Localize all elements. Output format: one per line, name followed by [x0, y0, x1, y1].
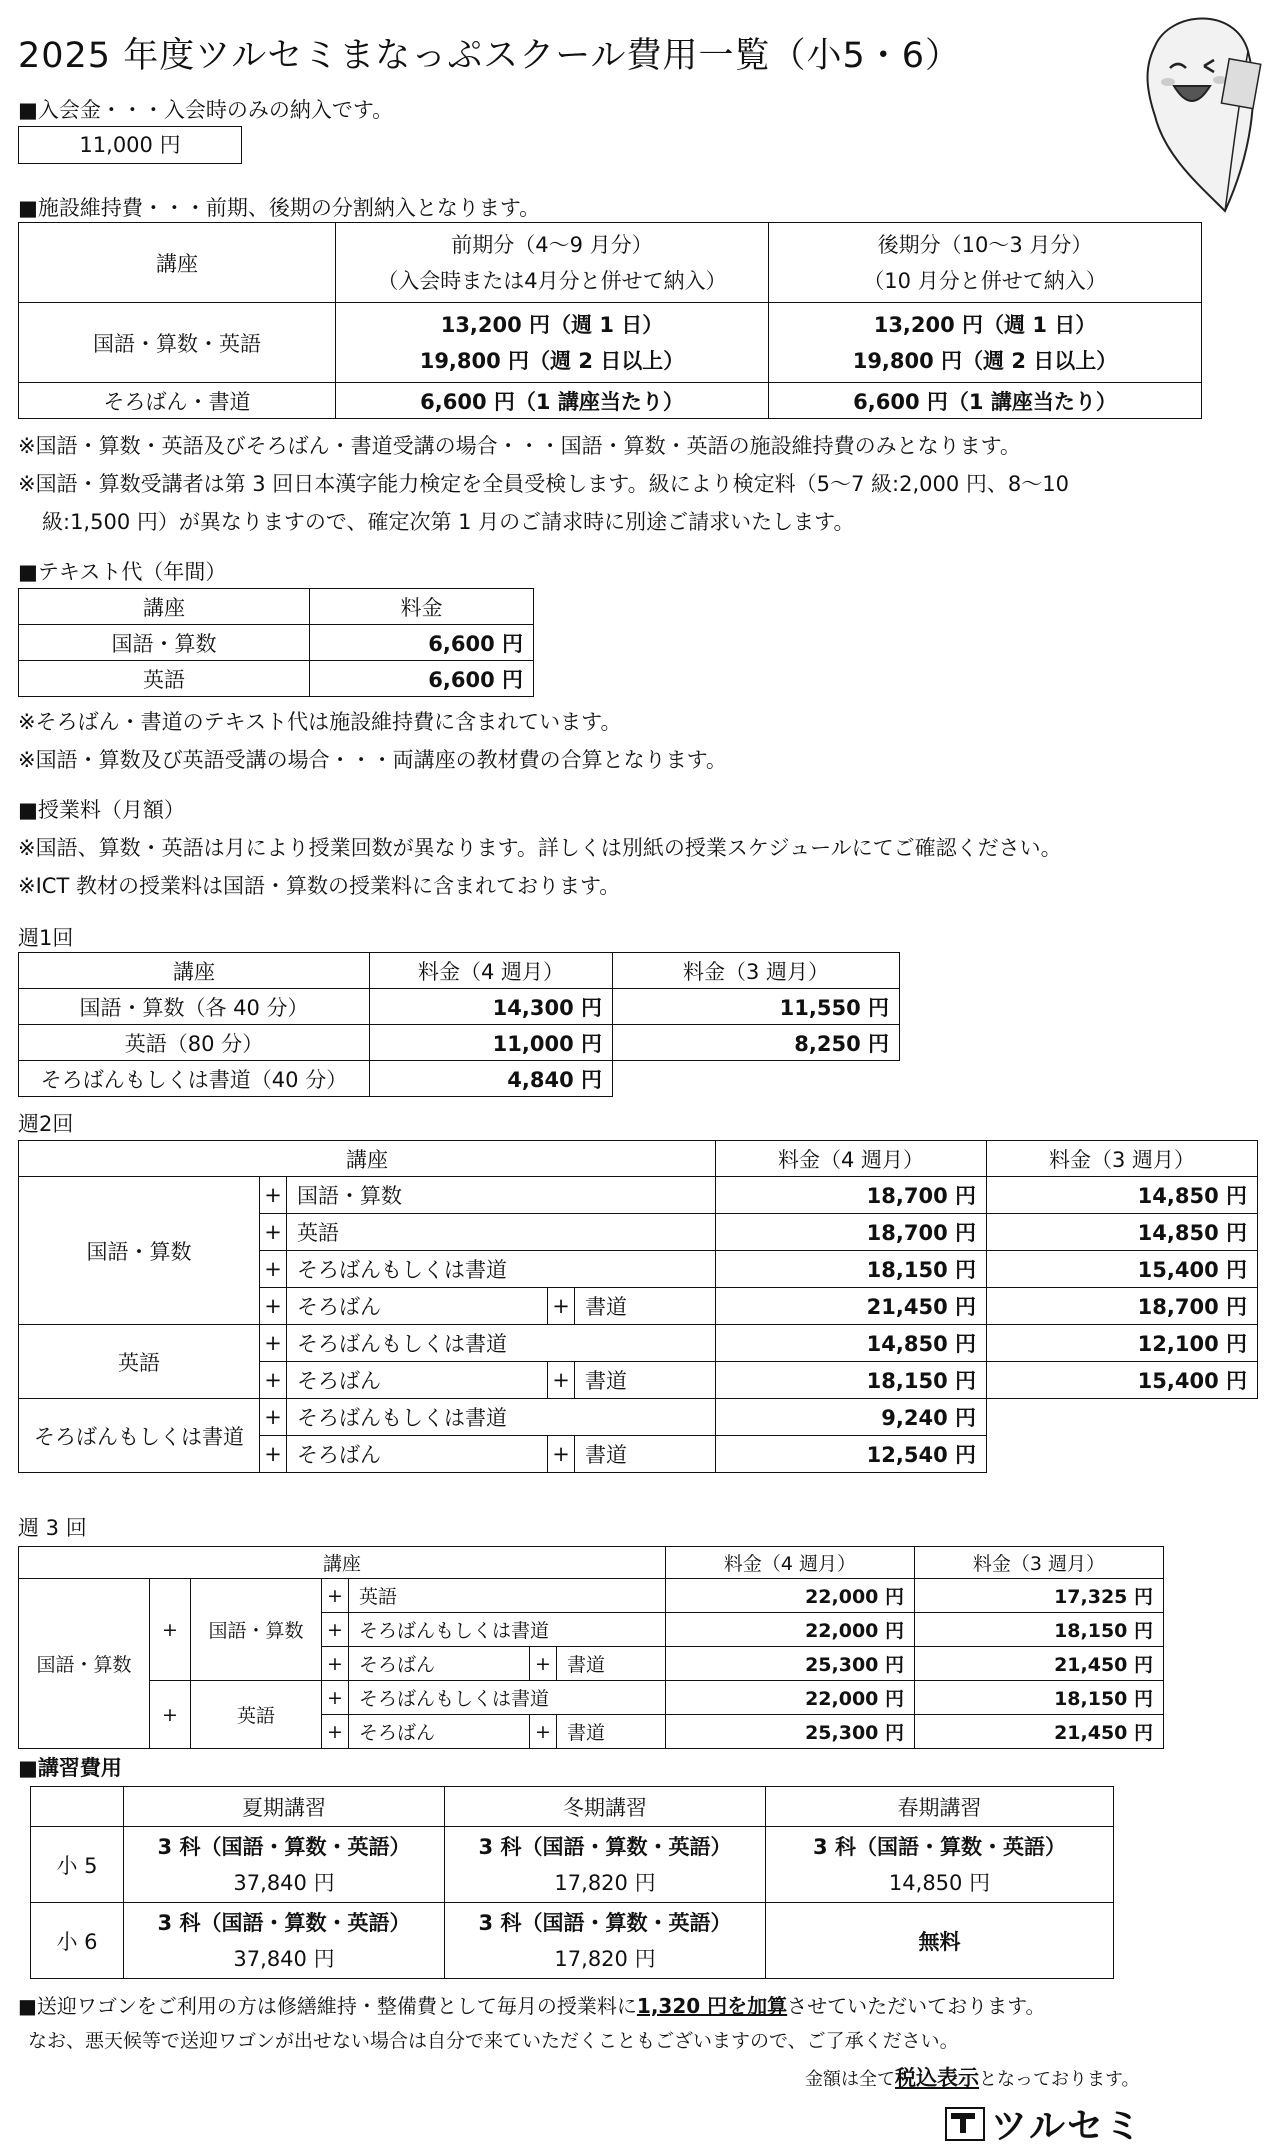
- weekly2-group-label: そろばんもしくは書道: [19, 1399, 260, 1473]
- text-fee-row-label: 英語: [19, 661, 310, 697]
- weekly2-price-4w: 18,150 円: [716, 1251, 987, 1288]
- logo-mark-icon: [945, 2107, 985, 2141]
- facility-col-course: 講座: [19, 223, 336, 303]
- text-fee-col-price: 料金: [310, 589, 534, 625]
- seasonal-price: 37,840 円: [233, 1946, 335, 1971]
- weekly3-price-4w: 22,000 円: [666, 1579, 915, 1613]
- text-fee-col-course: 講座: [19, 589, 310, 625]
- seasonal-price: 17,820 円: [554, 1870, 656, 1895]
- weekly3-col-4w: 料金（4 週月）: [666, 1547, 915, 1579]
- weekly2-price-3w: 14,850 円: [987, 1177, 1258, 1214]
- weekly2-course: そろばん: [287, 1288, 548, 1325]
- weekly3-price-4w: 25,300 円: [666, 1715, 915, 1749]
- weekly2-group-label: 英語: [19, 1325, 260, 1399]
- enrollment-heading: ■入会金・・・入会時のみの納入です。: [18, 98, 394, 122]
- weekly2-price-4w: 18,150 円: [716, 1362, 987, 1399]
- company-logo: [945, 2098, 1143, 2149]
- text-fee-heading: ■テキスト代（年間）: [18, 560, 227, 584]
- plus-sign: +: [260, 1362, 287, 1399]
- wagon-note-post: させていただいております。: [787, 1994, 1046, 2018]
- plus-sign: +: [322, 1579, 349, 1613]
- text-fee-table: [18, 588, 534, 697]
- weekly1-label: 週1回: [18, 926, 74, 950]
- seasonal-subjects: 3 科（国語・算数・英語）: [478, 1834, 732, 1859]
- weekly2-price-4w: 14,850 円: [716, 1325, 987, 1362]
- weekly3-course-b: 書道: [557, 1647, 666, 1681]
- weekly3-sub-label: 国語・算数: [191, 1579, 322, 1681]
- plus-sign: +: [548, 1288, 575, 1325]
- facility-col-first-line2: （入会時または4月分と併せて納入）: [377, 268, 727, 293]
- weekly3-course: そろばん: [349, 1715, 530, 1749]
- weekly2-label: 週2回: [18, 1112, 74, 1136]
- weekly2-price-4w: 21,450 円: [716, 1288, 987, 1325]
- facility-row2-label: そろばん・書道: [19, 383, 336, 419]
- plus-sign: +: [530, 1647, 557, 1681]
- tuition-note1: ※国語、算数・英語は月により授業回数が異なります。詳しくは別紙の授業スケジュールにてご確認ください。: [18, 836, 1062, 860]
- wagon-amount: 1,320 円を加算: [636, 1994, 788, 2018]
- seasonal-g6-spring: 無料: [766, 1903, 1114, 1979]
- facility-col-first-line1: 前期分（4〜9 月分）: [451, 232, 653, 257]
- weekly3-course: 英語: [349, 1579, 666, 1613]
- tuition-heading: ■授業料（月額）: [18, 798, 185, 822]
- facility-row1-first-b: 19,800 円（週 2 日以上）: [419, 348, 685, 373]
- weekly3-col-course: 講座: [19, 1547, 666, 1579]
- facility-col-second-line2: （10 月分と併せて納入）: [863, 268, 1107, 293]
- plus-sign: +: [530, 1715, 557, 1749]
- weekly2-course: そろばんもしくは書道: [287, 1399, 716, 1436]
- plus-sign: +: [322, 1613, 349, 1647]
- weekly2-table: [18, 1140, 1258, 1473]
- seasonal-heading: ■講習費用: [18, 1756, 122, 1780]
- seasonal-g5-summer: [124, 1827, 445, 1903]
- weekly2-price-4w: 18,700 円: [716, 1177, 987, 1214]
- plus-sign: +: [260, 1288, 287, 1325]
- plus-sign: +: [260, 1214, 287, 1251]
- weekly3-price-4w: 22,000 円: [666, 1681, 915, 1715]
- plus-sign: +: [548, 1362, 575, 1399]
- weekly1-empty-cell: [613, 1061, 900, 1097]
- seasonal-g6-winter: [445, 1903, 766, 1979]
- plus-sign: +: [322, 1681, 349, 1715]
- weekly2-course: そろばんもしくは書道: [287, 1325, 716, 1362]
- weekly3-course: そろばん: [349, 1647, 530, 1681]
- weekly3-price-3w: 18,150 円: [915, 1681, 1164, 1715]
- weekly2-price-4w: 9,240 円: [716, 1399, 987, 1436]
- weekly3-sub-label: 英語: [191, 1681, 322, 1749]
- weekly1-row-4w: 4,840 円: [370, 1061, 613, 1097]
- facility-note1: ※国語・算数・英語及びそろばん・書道受講の場合・・・国語・算数・英語の施設維持費のみとなります。: [18, 434, 1021, 458]
- weekly2-col-4w: 料金（4 週月）: [716, 1141, 987, 1177]
- page-title: 2025 年度ツルセミまなっぷスクール費用一覧（小5・6）: [18, 36, 962, 76]
- weekly1-col-course: 講座: [19, 953, 370, 989]
- plus-sign: +: [260, 1177, 287, 1214]
- seasonal-price: 17,820 円: [554, 1946, 656, 1971]
- plus-sign: +: [150, 1681, 191, 1749]
- plus-sign: +: [260, 1399, 287, 1436]
- facility-note2a: ※国語・算数受講者は第 3 回日本漢字能力検定を全員受検します。級により検定料（5〜7 級:2,000 円、8〜10: [18, 472, 1069, 496]
- weekly3-course: そろばんもしくは書道: [349, 1681, 666, 1715]
- facility-row1-second-b: 19,800 円（週 2 日以上）: [852, 348, 1118, 373]
- weekly2-price-4w: 12,540 円: [716, 1436, 987, 1473]
- facility-row1-second: [769, 303, 1202, 383]
- seasonal-g5-winter: [445, 1827, 766, 1903]
- weekly2-course: 英語: [287, 1214, 716, 1251]
- weekly2-course: 国語・算数: [287, 1177, 716, 1214]
- tuition-note2: ※ICT 教材の授業料は国語・算数の授業料に含まれております。: [18, 874, 621, 898]
- weekly1-row-label: そろばんもしくは書道（40 分）: [19, 1061, 370, 1097]
- seasonal-col-winter: 冬期講習: [445, 1787, 766, 1827]
- weekly1-col-3w: 料金（3 週月）: [613, 953, 900, 989]
- plus-sign: +: [260, 1436, 287, 1473]
- seasonal-col-spring: 春期講習: [766, 1787, 1114, 1827]
- weekly2-price-3w: 12,100 円: [987, 1325, 1258, 1362]
- plus-sign: +: [548, 1436, 575, 1473]
- weekly2-course-b: 書道: [575, 1288, 716, 1325]
- weekly2-course: そろばんもしくは書道: [287, 1251, 716, 1288]
- text-fee-row-price: 6,600 円: [310, 661, 534, 697]
- weekly2-price-3w: 18,700 円: [987, 1288, 1258, 1325]
- weekly3-label: 週 3 回: [18, 1516, 87, 1540]
- logo-text: ツルセミ: [991, 2106, 1144, 2147]
- weekly2-course-b: 書道: [575, 1436, 716, 1473]
- text-fee-note1: ※そろばん・書道のテキスト代は施設維持費に含まれています。: [18, 710, 622, 734]
- facility-col-second: [769, 223, 1202, 303]
- facility-row1-label: 国語・算数・英語: [19, 303, 336, 383]
- facility-note2b: 級:1,500 円）が異なりますので、確定次第 1 月のご請求時に別途ご請求いたします。: [42, 510, 855, 534]
- facility-row2-first: 6,600 円（1 講座当たり）: [336, 383, 769, 419]
- facility-row1-first: [336, 303, 769, 383]
- enrollment-amount: 11,000 円: [18, 126, 242, 164]
- weekly3-price-3w: 18,150 円: [915, 1613, 1164, 1647]
- seasonal-subjects: 3 科（国語・算数・英語）: [157, 1834, 411, 1859]
- wagon-note2: なお、悪天候等で送迎ワゴンが出せない場合は自分で来ていただくこともございますので、ご了承ください。: [28, 2030, 959, 2052]
- weekly1-row-3w: 8,250 円: [613, 1025, 900, 1061]
- weekly3-course: そろばんもしくは書道: [349, 1613, 666, 1647]
- plus-sign: +: [150, 1579, 191, 1681]
- tax-note-pre: 金額は全て: [805, 2069, 895, 2090]
- weekly1-row-3w: 11,550 円: [613, 989, 900, 1025]
- weekly3-course-b: 書道: [557, 1715, 666, 1749]
- weekly2-empty-cell: [987, 1399, 1258, 1436]
- weekly3-price-4w: 25,300 円: [666, 1647, 915, 1681]
- seasonal-table: [30, 1786, 1114, 1979]
- tax-note-post: となっております。: [979, 2069, 1140, 2090]
- plus-sign: +: [260, 1325, 287, 1362]
- weekly1-row-label: 国語・算数（各 40 分）: [19, 989, 370, 1025]
- facility-col-first: [336, 223, 769, 303]
- weekly2-empty-cell: [987, 1436, 1258, 1473]
- weekly3-price-4w: 22,000 円: [666, 1613, 915, 1647]
- weekly2-col-3w: 料金（3 週月）: [987, 1141, 1258, 1177]
- seasonal-subjects: 3 科（国語・算数・英語）: [478, 1910, 732, 1935]
- weekly1-col-4w: 料金（4 週月）: [370, 953, 613, 989]
- facility-row1-second-a: 13,200 円（週 1 日）: [873, 312, 1097, 337]
- text-fee-row-label: 国語・算数: [19, 625, 310, 661]
- facility-table: [18, 222, 1202, 419]
- facility-heading: ■施設維持費・・・前期、後期の分割納入となります。: [18, 196, 541, 220]
- weekly2-price-3w: 14,850 円: [987, 1214, 1258, 1251]
- tax-note: [805, 2062, 1140, 2092]
- weekly3-col-3w: 料金（3 週月）: [915, 1547, 1164, 1579]
- plus-sign: +: [322, 1647, 349, 1681]
- plus-sign: +: [322, 1715, 349, 1749]
- tax-note-bold: 税込表示: [895, 2066, 979, 2090]
- seasonal-grade5: 小 5: [31, 1827, 124, 1903]
- text-fee-note2: ※国語・算数及び英語受講の場合・・・両講座の教材費の合算となります。: [18, 748, 727, 772]
- seasonal-g5-spring: [766, 1827, 1114, 1903]
- weekly1-row-label: 英語（80 分）: [19, 1025, 370, 1061]
- seasonal-grade6: 小 6: [31, 1903, 124, 1979]
- facility-row1-first-a: 13,200 円（週 1 日）: [440, 312, 664, 337]
- mascot-illustration: [1130, 6, 1265, 221]
- weekly2-course: そろばん: [287, 1436, 548, 1473]
- wagon-note: [18, 1990, 1046, 2019]
- weekly2-group-label: 国語・算数: [19, 1177, 260, 1325]
- weekly3-price-3w: 21,450 円: [915, 1647, 1164, 1681]
- facility-col-second-line1: 後期分（10〜3 月分）: [877, 232, 1093, 257]
- weekly1-row-4w: 14,300 円: [370, 989, 613, 1025]
- seasonal-subjects: 3 科（国語・算数・英語）: [157, 1910, 411, 1935]
- weekly1-table: [18, 952, 900, 1097]
- seasonal-price: 14,850 円: [888, 1870, 991, 1895]
- seasonal-g6-summer: [124, 1903, 445, 1979]
- weekly2-col-course: 講座: [19, 1141, 716, 1177]
- weekly2-price-4w: 18,700 円: [716, 1214, 987, 1251]
- weekly3-price-3w: 21,450 円: [915, 1715, 1164, 1749]
- weekly2-price-3w: 15,400 円: [987, 1362, 1258, 1399]
- seasonal-subjects: 3 科（国語・算数・英語）: [813, 1834, 1066, 1859]
- weekly3-group-label: 国語・算数: [19, 1579, 150, 1749]
- text-fee-row-price: 6,600 円: [310, 625, 534, 661]
- weekly3-table: [18, 1546, 1164, 1749]
- plus-sign: +: [260, 1251, 287, 1288]
- seasonal-corner: [31, 1787, 124, 1827]
- seasonal-price: 37,840 円: [233, 1870, 335, 1895]
- wagon-note-pre: ■送迎ワゴンをご利用の方は修繕維持・整備費として毎月の授業料に: [18, 1994, 637, 2018]
- weekly1-row-4w: 11,000 円: [370, 1025, 613, 1061]
- weekly2-course: そろばん: [287, 1362, 548, 1399]
- weekly3-price-3w: 17,325 円: [915, 1579, 1164, 1613]
- weekly2-price-3w: 15,400 円: [987, 1251, 1258, 1288]
- seasonal-col-summer: 夏期講習: [124, 1787, 445, 1827]
- weekly2-course-b: 書道: [575, 1362, 716, 1399]
- facility-row2-second: 6,600 円（1 講座当たり）: [769, 383, 1202, 419]
